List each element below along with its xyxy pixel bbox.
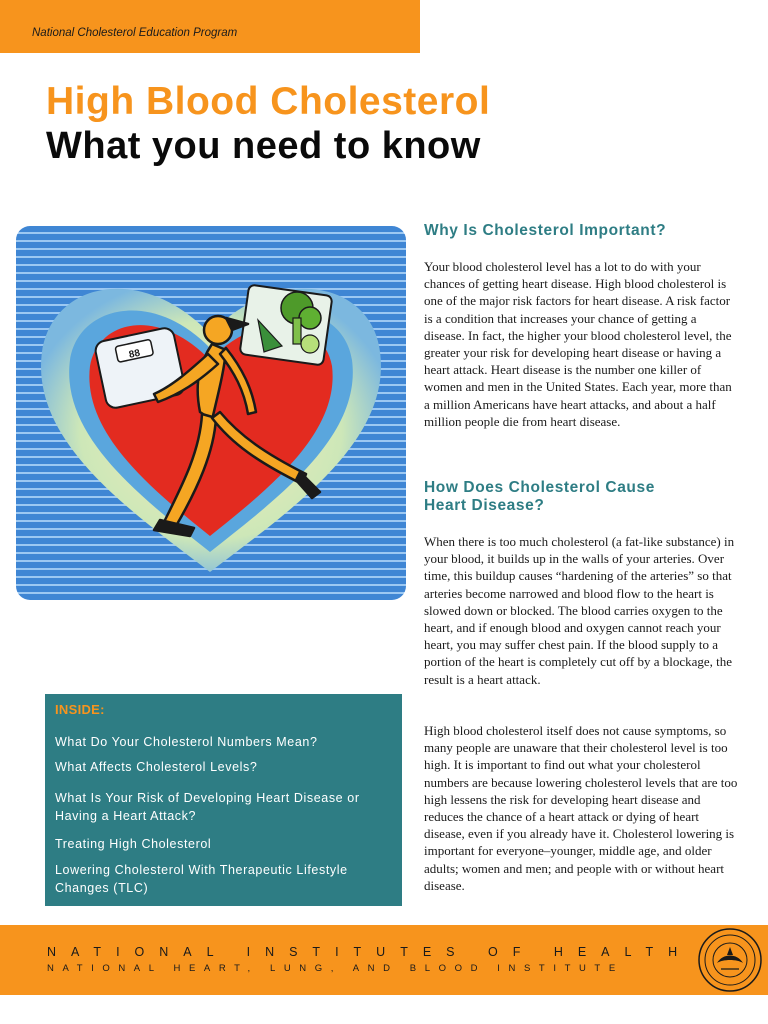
inside-item-affects: What Affects Cholesterol Levels? xyxy=(55,760,258,774)
section-body-how-1: When there is too much cholesterol (a fat-like substance) in your blood, it builds up in the walls of your arteries. Over time, this buildup causes “hardening of the arteries” so that arteries become narrowed and blood flow to the heart is slowed down or blocked. The blood carries oxygen to the heart, and if enough blood and oxygen cannot reach your heart, you may suffer chest pain. If the blood supply to a portion of the heart is completely cut off by a blockage, the result is a heart attack. xyxy=(424,534,735,687)
inside-item-risk: What Is Your Risk of Developing Heart Disease or Having a Heart Attack? xyxy=(55,791,360,823)
heart-runner-illustration xyxy=(12,222,410,604)
section-heading-how-line1: How Does Cholesterol Cause xyxy=(424,479,655,496)
top-banner xyxy=(0,0,420,53)
vegetables-icon xyxy=(240,284,333,365)
section-body-why: Your blood cholesterol level has a lot to do with your chances of getting heart disease. High blood cholesterol is one of the major risk factors for heart disease. A risk factor is a condition that increases your chance of getting a disease. In fact, the higher your blood cholesterol level, the greater your risk for developing heart disease or having a heart attack. Heart disease is the number one killer of women and men in the United States. Each year, more than a million Americans have heart attacks, and about a half million people die from heart disease. xyxy=(424,259,732,429)
title-line-1: High Blood Cholesterol xyxy=(46,80,491,123)
hhs-seal-icon xyxy=(697,927,763,993)
section-heading-how xyxy=(424,479,655,515)
title-line-2: What you need to know xyxy=(46,125,481,167)
section-body-how-2: High blood cholesterol itself does not cause symptoms, so many people are unaware that their cholesterol level is too high. It is important to find out what your cholesterol numbers are because lowering cholesterol levels that are too high lessens the risk for developing heart disease and reduces the chance of a heart attack or dying of heart disease, even if you already have it. Cholesterol lowering is important for everyone–younger, middle age, and older adults; women and men; and people with or without heart disease. xyxy=(424,723,738,893)
nih-label: NATIONAL INSTITUTES OF HEALTH xyxy=(47,945,693,959)
scale-reading: 88 xyxy=(128,347,142,361)
inside-item-numbers: What Do Your Cholesterol Numbers Mean? xyxy=(55,735,318,749)
inside-label: INSIDE: xyxy=(55,702,105,717)
inside-item-treating: Treating High Cholesterol xyxy=(55,837,212,851)
program-name: National Cholesterol Education Program xyxy=(32,27,238,39)
footer xyxy=(0,925,768,995)
nhlbi-label: NATIONAL HEART, LUNG, AND BLOOD INSTITUTE xyxy=(47,963,624,974)
section-heading-why: Why Is Cholesterol Important? xyxy=(424,222,667,239)
inside-item-tlc: Lowering Cholesterol With Therapeutic Lifestyle Changes (TLC) xyxy=(55,863,348,895)
section-heading-how-line2: Heart Disease? xyxy=(424,497,545,514)
inside-box xyxy=(45,694,402,906)
